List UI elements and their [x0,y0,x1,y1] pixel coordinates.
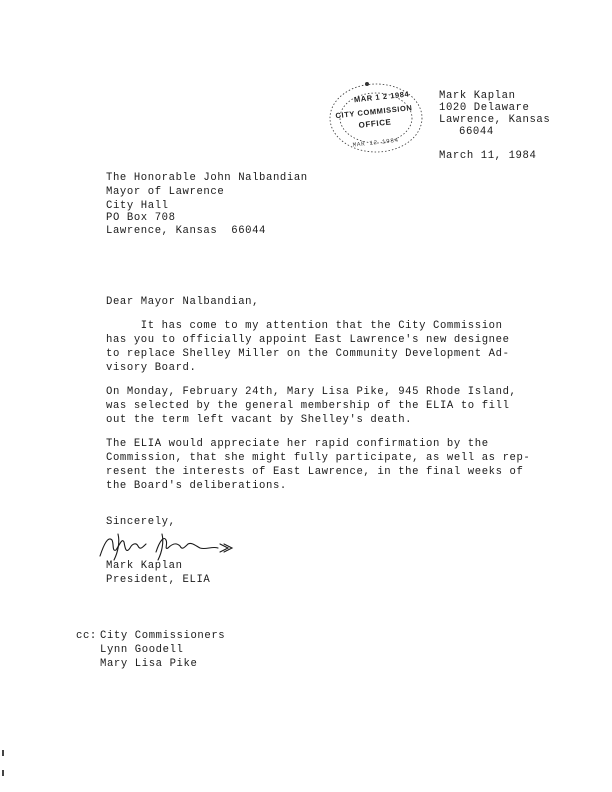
body-line: resent the interests of East Lawrence, in the final weeks of [106,466,524,478]
body-line: to replace Shelley Miller on the Community Development Ad- [106,348,510,360]
body-line: out the term left vacant by Shelley's death. [106,414,413,426]
cc-recipient: City Commissioners [100,630,226,642]
recipient-line3: City Hall [106,200,169,212]
sender-zip: 66044 [459,126,494,138]
scan-mark [2,750,4,756]
recipient-line2: Mayor of Lawrence [106,186,225,198]
recipient-line5: Lawrence, Kansas 66044 [106,225,267,237]
stamp-date: MAR 12 1984 [352,136,400,149]
stamp-line3: OFFICE [358,117,392,130]
sender-name: Mark Kaplan [439,90,516,102]
signer-name: Mark Kaplan [106,560,183,572]
body-line: Commission, that she might fully participate, as well as rep- [106,452,531,464]
sender-city: Lawrence, Kansas [439,114,551,126]
cc-label: cc: [76,630,97,642]
body-line: was selected by the general membership of the ELIA to fill [106,400,510,412]
cc-recipient: Lynn Goodell [100,644,184,656]
recipient-line1: The Honorable John Nalbandian [106,172,308,184]
salutation: Dear Mayor Nalbandian, [106,296,260,308]
signer-title: President, ELIA [106,574,211,586]
body-line: the Board's deliberations. [106,480,287,492]
stamp-line1: MAR 1 2 1984 [353,89,410,105]
recipient-line4: PO Box 708 [106,212,176,224]
body-line: On Monday, February 24th, Mary Lisa Pike, 945 Rhode Island, [106,386,517,398]
cc-recipient: Mary Lisa Pike [100,658,198,670]
closing: Sincerely, [106,516,176,528]
stamp-line2: CITY COMMISSION [335,103,413,121]
body-line: visory Board. [106,362,197,374]
received-stamp [326,78,426,156]
letter-date: March 11, 1984 [439,150,537,162]
scan-mark [2,770,4,776]
body-line: It has come to my attention that the City Commission [106,320,503,332]
signature [96,530,236,564]
body-line: has you to officially appoint East Lawrence's new designee [106,334,510,346]
sender-street: 1020 Delaware [439,102,530,114]
body-line: The ELIA would appreciate her rapid confirmation by the [106,438,489,450]
